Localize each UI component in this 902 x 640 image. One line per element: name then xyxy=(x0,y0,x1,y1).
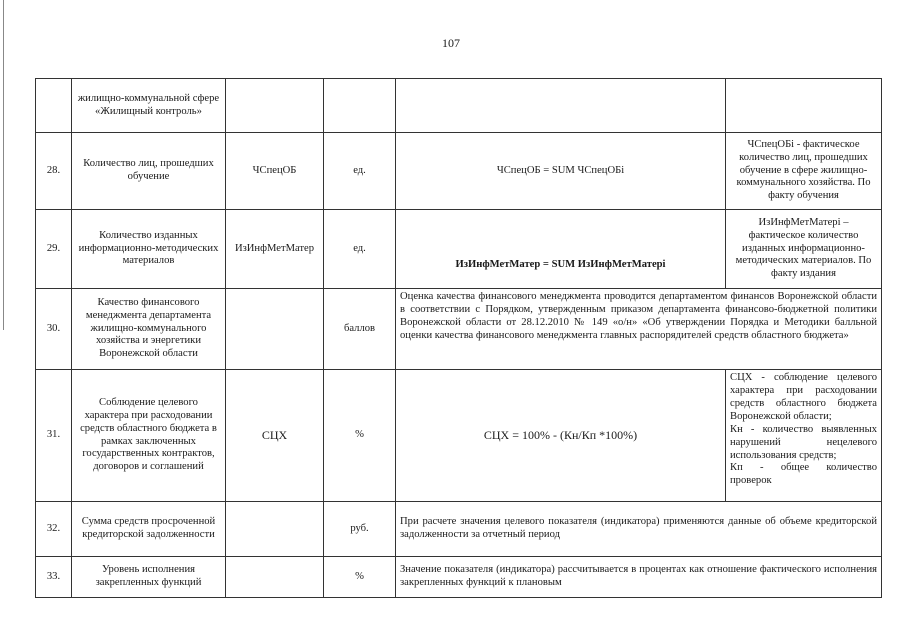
indicator-unit: руб. xyxy=(324,502,396,557)
description-line: СЦХ - соблюдение целевого характера при расходовании средств областного бюджета Воронежской области; xyxy=(730,372,877,422)
row-number: 31. xyxy=(36,370,72,502)
row-number: 33. xyxy=(36,557,72,598)
indicator-name: Соблюдение целевого характера при расходовании средств областного бюджета в рамках заключенных государственных контрактов, договоров и соглашений xyxy=(72,370,226,502)
indicator-abbreviation: СЦХ xyxy=(226,370,324,502)
indicator-name: Количество лиц, прошедших обучение xyxy=(72,133,226,210)
indicator-formula: ИзИнфМетМатер = SUM ИзИнфМетМатерi xyxy=(396,210,726,289)
indicators-table xyxy=(35,78,882,598)
indicator-unit: % xyxy=(324,370,396,502)
description-line: Кн - количество выявленных нарушений нецелевого использования средств; xyxy=(730,423,877,461)
indicator-unit: ед. xyxy=(324,210,396,289)
table-row xyxy=(36,370,882,502)
indicator-unit: % xyxy=(324,557,396,598)
indicator-description: ЧСпецОБi - фактическое количество лиц, прошедших обучение в сфере жилищно-коммунального хозяйства. По факту обучения xyxy=(726,133,882,210)
indicator-name: Уровень исполнения закрепленных функций xyxy=(72,557,226,598)
indicator-abbreviation xyxy=(226,79,324,133)
indicator-method-text: Оценка качества финансового менеджмента проводится департаментом финансов Воронежской области в соответствии с Порядком, утвержденным приказом департамента финансово-бюджетной политики Воронежской области от 28.12.2010 № 149 «о/н» «Об утверждении Порядка и Методики балльной оценки качества финансового менеджмента главных распорядителей средств областного бюджета» xyxy=(396,289,882,370)
table-row xyxy=(36,210,882,289)
table-row xyxy=(36,289,882,370)
description-line: Кп - общее количество проверок xyxy=(730,462,877,487)
row-number xyxy=(36,79,72,133)
page-number: 107 xyxy=(442,36,460,50)
indicator-name: жилищно-коммунальной сфере «Жилищный контроль» xyxy=(72,79,226,133)
indicator-name: Качество финансового менеджмента департамента жилищно-коммунального хозяйства и энергетики Воронежской области xyxy=(72,289,226,370)
row-number: 29. xyxy=(36,210,72,289)
indicator-unit: баллов xyxy=(324,289,396,370)
indicator-abbreviation xyxy=(226,557,324,598)
indicator-description xyxy=(726,79,882,133)
table-row xyxy=(36,79,882,133)
indicator-description xyxy=(726,370,882,502)
indicator-abbreviation xyxy=(226,289,324,370)
indicator-abbreviation: ИзИнфМетМатер xyxy=(226,210,324,289)
row-number: 28. xyxy=(36,133,72,210)
table-row xyxy=(36,557,882,598)
table-row xyxy=(36,502,882,557)
indicator-abbreviation xyxy=(226,502,324,557)
indicator-method-text: При расчете значения целевого показателя (индикатора) применяются данные об объеме кредиторской задолженности за отчетный период xyxy=(396,502,882,557)
indicator-formula: ЧСпецОБ = SUM ЧСпецОБi xyxy=(396,133,726,210)
indicator-name: Сумма средств просроченной кредиторской задолженности xyxy=(72,502,226,557)
indicator-method-text: Значение показателя (индикатора) рассчитывается в процентах как отношение фактического исполнения закрепленных функций к плановым xyxy=(396,557,882,598)
indicator-formula xyxy=(396,79,726,133)
indicator-description: ИзИнфМетМатерi – фактическое количество изданных информационно-методических материалов. По факту издания xyxy=(726,210,882,289)
table-row xyxy=(36,133,882,210)
row-number: 30. xyxy=(36,289,72,370)
indicator-name: Количество изданных информационно-методических материалов xyxy=(72,210,226,289)
indicator-unit: ед. xyxy=(324,133,396,210)
row-number: 32. xyxy=(36,502,72,557)
indicator-formula: СЦХ = 100% - (Кн/Кп *100%) xyxy=(396,370,726,502)
indicator-abbreviation: ЧСпецОБ xyxy=(226,133,324,210)
indicator-unit xyxy=(324,79,396,133)
